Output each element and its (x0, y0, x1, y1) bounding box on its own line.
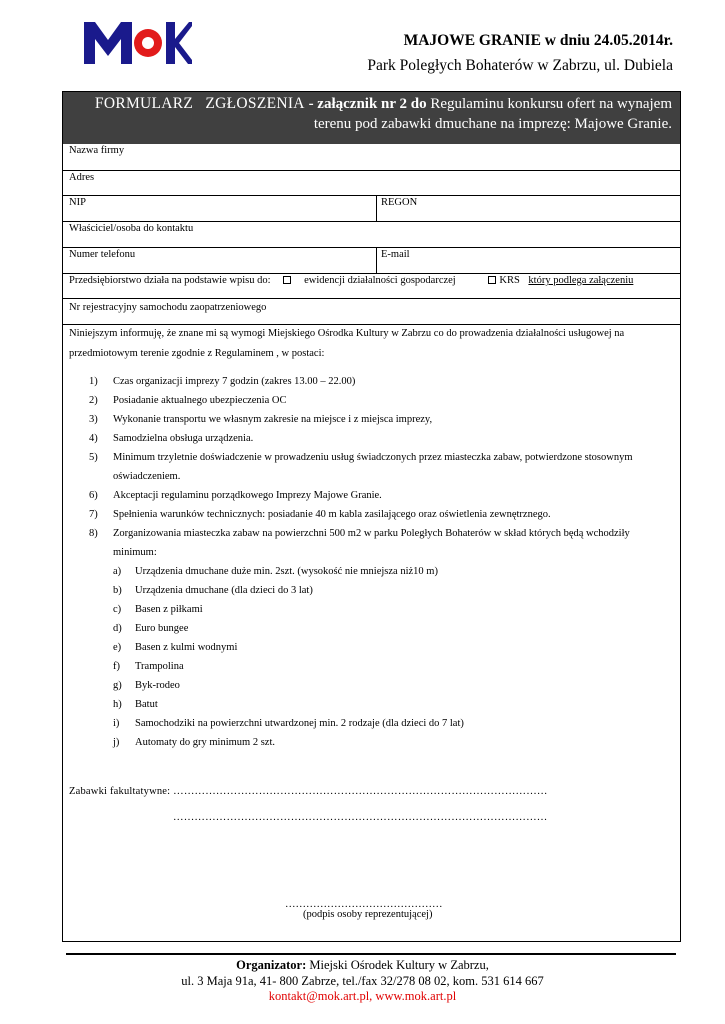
playground-item-letter: i) (113, 718, 120, 729)
nip-label: NIP (69, 197, 86, 208)
event-place: Park Poległych Bohaterów w Zabrzu, ul. Dubiela (367, 57, 673, 74)
signature-caption: (podpis osoby reprezentującej) (303, 909, 433, 920)
requirement-number: 5) (89, 452, 98, 463)
form-header-line2: terenu pod zabawki dmuchane na imprezę: Majowe Granie. (313, 116, 672, 132)
column-divider (376, 248, 377, 273)
phone-label: Numer telefonu (69, 249, 136, 260)
optional-toys-label: Zabawki fakultatywne: (69, 786, 174, 797)
requirement-text: Samodzielna obsługa urządzenia. (113, 433, 254, 444)
krs-option-label: KRS (499, 275, 520, 286)
ceidg-option-label: ewidencji działalności gospodarczej (304, 275, 456, 286)
requirement-number: 8) (89, 528, 98, 539)
requirement-text: minimum: (113, 547, 157, 558)
playground-item-letter: f) (113, 661, 120, 672)
requirement-text: Zorganizowania miasteczka zabaw na powierzchni 500 m2 w parku Poległych Bohaterów w skład których będą wchodziły (113, 528, 630, 539)
company-name-row[interactable] (63, 144, 680, 171)
ceidg-checkbox[interactable] (283, 276, 291, 284)
company-name-label: Nazwa firmy (69, 145, 125, 156)
column-divider (376, 196, 377, 221)
organizer-label: Organizator: (236, 958, 307, 972)
owner-row[interactable] (63, 222, 680, 248)
requirement-text: Czas organizacji imprezy 7 godzin (zakres 13.00 – 22.00) (113, 376, 356, 387)
requirement-number: 4) (89, 433, 98, 444)
vehicle-row[interactable] (63, 299, 680, 325)
playground-item-text: Samochodziki na powierzchni utwardzonej min. 2 rodzaje (dla dzieci do 7 lat) (135, 718, 464, 729)
playground-item-letter: c) (113, 604, 122, 615)
requirement-number: 6) (89, 490, 98, 501)
requirement-number: 7) (89, 509, 98, 520)
playground-item-letter: h) (113, 699, 122, 710)
requirement-text: Posiadanie aktualnego ubezpieczenia OC (113, 395, 287, 406)
playground-item-text: Euro bungee (135, 623, 189, 634)
requirement-text: Wykonanie transportu we własnym zakresie na miejsce i z miejsca imprezy, (113, 414, 433, 425)
address-row[interactable] (63, 171, 680, 196)
playground-item-text: Basen z kulmi wodnymi (135, 642, 238, 653)
signature-line[interactable]: ……………………………………… (285, 899, 443, 910)
playground-item-letter: e) (113, 642, 122, 653)
requirement-text: oświadczeniem. (113, 471, 181, 482)
playground-item-letter: d) (113, 623, 122, 634)
email-label: E-mail (381, 249, 410, 260)
requirement-number: 2) (89, 395, 98, 406)
playground-item-text: Trampolina (135, 661, 184, 672)
playground-item-text: Automaty do gry minimum 2 szt. (135, 737, 275, 748)
logo-letter-m (84, 22, 132, 64)
organizer-name: Miejski Ośrodek Kultury w Zabrzu, (306, 958, 489, 972)
form-regulation: Regulaminu konkursu ofert na wynajem (426, 96, 672, 112)
application-form (62, 91, 681, 942)
vehicle-label: Nr rejestracyjny samochodu zaopatrzeniowego (69, 302, 267, 313)
requirement-text: Minimum trzyletnie doświadczenie w prowadzeniu usług świadczonych przez miasteczka zabaw, potwierdzone stosownym (113, 452, 633, 463)
krs-checkbox[interactable] (488, 276, 496, 284)
statement-line-1: Niniejszym informuję, że znane mi są wymogi Miejskiego Ośrodka Kultury w Zabrzu co do prowadzenia działalności usługowej na (69, 328, 625, 339)
playground-item-text: Urządzenia dmuchane duże min. 2szt. (wysokość nie mniejsza niż10 m) (135, 566, 438, 577)
registration-basis-row (63, 274, 680, 299)
requirement-number: 3) (89, 414, 98, 425)
footer-organizer (0, 958, 725, 973)
registration-basis-label: Przedsiębiorstwo działa na podstawie wpisu do: (69, 275, 271, 286)
mok-logo (84, 22, 192, 64)
requirement-number: 1) (89, 376, 98, 387)
playground-item-letter: g) (113, 680, 122, 691)
owner-label: Właściciel/osoba do kontaktu (69, 223, 194, 234)
logo-letter-k (166, 22, 192, 64)
playground-item-letter: a) (113, 566, 122, 577)
requirement-text: Akceptacji regulaminu porządkowego Imprezy Majowe Granie. (113, 490, 382, 501)
playground-item-text: Batut (135, 699, 158, 710)
playground-item-letter: b) (113, 585, 122, 596)
optional-toys-field[interactable]: Zabawki fakultatywne: …………………………………………………………………………………………… (69, 786, 548, 797)
form-annex: - załącznik nr 2 do (304, 96, 427, 112)
footer-divider (66, 953, 676, 955)
regon-label: REGON (381, 197, 418, 208)
footer-address: ul. 3 Maja 91a, 41- 800 Zabrze, tel./fax 32/278 08 02, kom. 531 614 667 (181, 974, 544, 988)
playground-item-text: Urządzenia dmuchane (dla dzieci do 3 lat) (135, 585, 313, 596)
statement-line-2: przedmiotowym terenie zgodnie z Regulaminem , w postaci: (69, 348, 325, 359)
nip-regon-row (63, 196, 680, 222)
playground-item-text: Basen z piłkami (135, 604, 203, 615)
playground-item-text: Byk-rodeo (135, 680, 180, 691)
requirement-text: Spełnienia warunków technicznych: posiadanie 40 m kabla zasilającego oraz oświetlenia zewnętrznego. (113, 509, 551, 520)
playground-item-letter: j) (113, 737, 120, 748)
address-label: Adres (69, 172, 95, 183)
optional-toys-line-2[interactable]: …………………………………………………………………………………………… (173, 812, 548, 823)
phone-email-row (63, 248, 680, 274)
krs-attachment-note: który podlega załączeniu (528, 275, 634, 286)
footer-contact[interactable]: kontakt@mok.art.pl, www.mok.art.pl (268, 989, 457, 1003)
form-title: FORMULARZ ZGŁOSZENIA (94, 95, 305, 112)
event-title: MAJOWE GRANIE w dniu 24.05.2014r. (403, 32, 673, 49)
form-header (63, 92, 680, 144)
